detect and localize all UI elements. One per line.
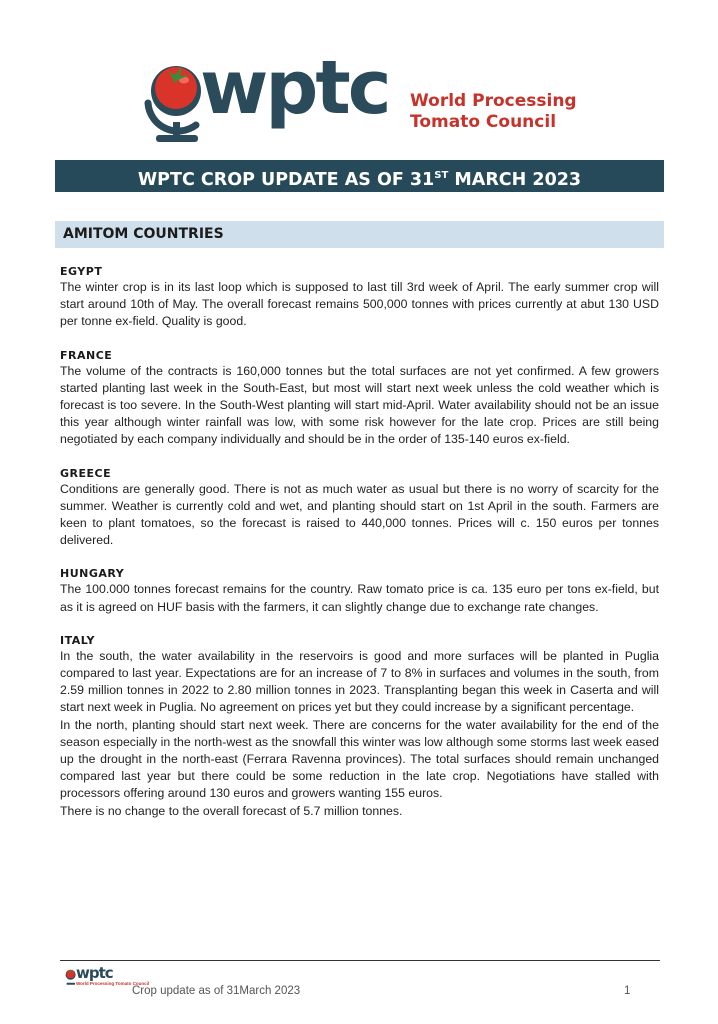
wptc-logo (138, 45, 598, 155)
country-heading: GREECE (60, 466, 112, 480)
footer-logo-org: World Processing Tomato Council (76, 981, 150, 986)
country-paragraph: The winter crop is in its last loop which is supposed to last till 3rd week of April. The early summer crop will start around 10th of May. The overall forecast remains 500,000 tonnes with prices currently at abut 130 USD per tonne ex-field. Quality is good. (60, 280, 659, 329)
footer-divider (60, 960, 660, 961)
country-paragraph: There is no change to the overall forecast of 5.7 million tonnes. (60, 803, 403, 818)
country-paragraph: The 100.000 tonnes forecast remains for the country. Raw tomato price is ca. 135 euro per tons ex-field, but as it is agreed on HUF basis with the farmers, it can slightly change due to exchange rate changes. (60, 582, 659, 614)
page-number: 1 (624, 985, 631, 997)
country-heading: ITALY (60, 633, 96, 647)
country-heading: EGYPT (60, 265, 103, 278)
document-title (55, 160, 664, 192)
title-main: WPTC CROP UPDATE AS OF 31 (137, 170, 435, 190)
country-paragraph: The volume of the contracts is 160,000 tonnes but the total surfaces are not yet confirmed. A few growers started planting last week in the South-East, but most will start next week unless the cold weather which is forecast is too severe. In the South-West planting will start mid-April. Water availability should not be an issue this year although winter rainfall was low, with some risk however for the late crop. Prices are still being negotiated by each company individually and should be in the order of 135-140 euros ex-field. (60, 363, 659, 447)
country-paragraph: In the south, the water availability in the reservoirs is good and more surfaces will be planted in Puglia compared to last year. Expectations are for an increase of 7 to 8% in surfaces and volumes in the south, from 2.59 million tonnes in 2022 to 2.80 million tonnes in 2023. Transplanting began this week in Caserta and will start next week in Puglia. No agreement on prices yet but they could increase by a significant percentage. (60, 648, 659, 715)
country-section-france (60, 348, 659, 449)
footer-globe-icon (63, 967, 77, 987)
country-section-hungary (60, 566, 659, 615)
title-superscript: ST (434, 170, 449, 181)
section-heading: AMITOM COUNTRIES (55, 221, 664, 248)
country-heading: FRANCE (60, 348, 113, 362)
logo-org-line1: World Processing (410, 91, 577, 111)
footer-caption: Crop update as of 31March 2023 (132, 985, 301, 997)
country-section-italy (60, 633, 659, 820)
logo-wordmark: wptc (200, 45, 389, 131)
country-section-egypt (60, 264, 659, 331)
footer-logo-wordmark: wptc (76, 964, 113, 982)
logo-org-name (410, 91, 577, 133)
country-paragraph: Conditions are generally good. There is not as much water as usual but there is no worry of scarcity for the summer. Weather is currently cold and wet, and planting should start on 1st April in the south. Farmers are keen to plant tomatoes, so the forecast is raised to 440,000 tonnes. Prices will c. 150 euros per tonnes delivered. (60, 481, 659, 548)
footer-logo (63, 964, 150, 996)
country-heading: HUNGARY (60, 567, 125, 581)
globe-tomato-icon (138, 55, 208, 150)
title-rest: MARCH 2023 (448, 170, 582, 190)
country-list (60, 264, 659, 837)
logo-org-line2: Tomato Council (410, 112, 557, 132)
country-paragraph: In the north, planting should start next week. There are concerns for the water availability for the end of the season especially in the north-west as the snowfall this winter was low although some storms last week eased up the drought in the north-east (Ferrara Ravenna provinces). The total surfaces should remain unchanged compared last year but there could be some reduction in the late crop. Negotiations have stalled with processors offering around 130 euros and growers wanting 155 euros. (60, 717, 659, 801)
country-section-greece (60, 466, 659, 550)
